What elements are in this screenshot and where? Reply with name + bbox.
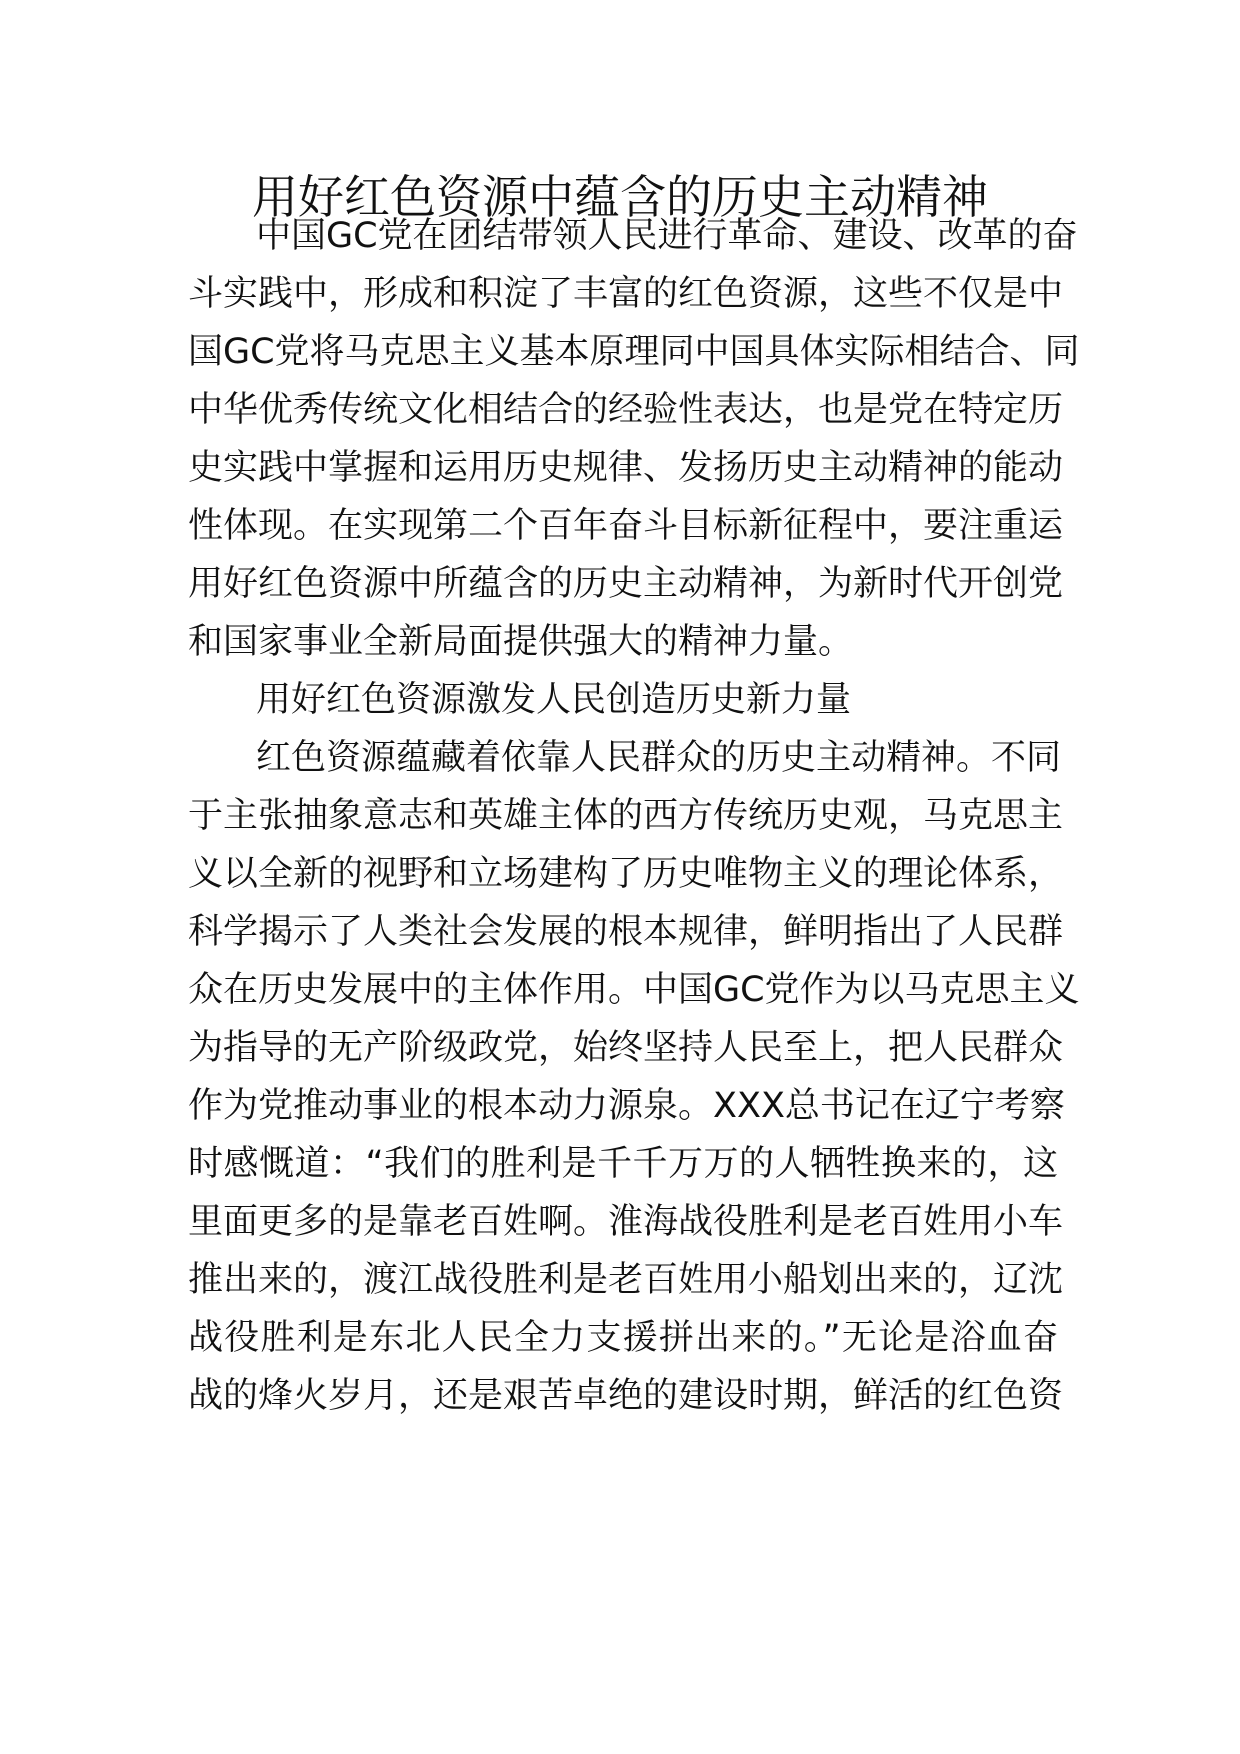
paragraph-2-line-12: 战的烽火岁月，还是艰苦卓绝的建设时期，鲜活的红色资 — [188, 1376, 1064, 1416]
paragraph-2-line-1: 红色资源蕴藏着依靠人民群众的历史主动精神。不同 — [256, 738, 1062, 778]
paragraph-2-line-11: 战役胜利是东北人民全力支援拼出来的。”无论是浴血奋 — [188, 1318, 1058, 1358]
paragraph-1-line-3: 国GC党将马克思主义基本原理同中国具体实际相结合、同 — [188, 332, 1080, 372]
paragraph-1-line-4: 中华优秀传统文化相结合的经验性表达，也是党在特定历 — [188, 390, 1064, 430]
paragraph-1-line-8: 和国家事业全新局面提供强大的精神力量。 — [188, 622, 854, 662]
paragraph-2-line-10: 推出来的，渡江战役胜利是老百姓用小船划出来的，辽沈 — [188, 1260, 1064, 1300]
paragraph-2-line-5: 众在历史发展中的主体作用。中国GC党作为以马克思主义 — [188, 970, 1080, 1010]
paragraph-2-line-7: 作为党推动事业的根本动力源泉。XXX总书记在辽宁考察 — [188, 1086, 1065, 1126]
paragraph-1-line-6: 性体现。在实现第二个百年奋斗目标新征程中，要注重运 — [188, 506, 1064, 546]
paragraph-2-line-9: 里面更多的是靠老百姓啊。淮海战役胜利是老百姓用小车 — [188, 1202, 1064, 1242]
paragraph-2-line-6: 为指导的无产阶级政党，始终坚持人民至上，把人民群众 — [188, 1028, 1064, 1068]
paragraph-2-line-8: 时感慨道：“我们的胜利是千千万万的人牺牲换来的，这 — [188, 1144, 1058, 1184]
paragraph-1-line-1: 中国GC党在团结带领人民进行革命、建设、改革的奋 — [256, 216, 1078, 256]
paragraph-1-line-2: 斗实践中，形成和积淀了丰富的红色资源，这些不仅是中 — [188, 274, 1064, 314]
paragraph-2-line-4: 科学揭示了人类社会发展的根本规律，鲜明指出了人民群 — [188, 912, 1064, 952]
document-title: 用好红色资源中蕴含的历史主动精神 — [252, 170, 988, 224]
paragraph-1-line-5: 史实践中掌握和运用历史规律、发扬历史主动精神的能动 — [188, 448, 1064, 488]
paragraph-2-line-2: 于主张抽象意志和英雄主体的西方传统历史观，马克思主 — [188, 796, 1064, 836]
paragraph-1-line-7: 用好红色资源中所蕴含的历史主动精神，为新时代开创党 — [188, 564, 1064, 604]
section-heading: 用好红色资源激发人民创造历史新力量 — [256, 680, 852, 720]
paragraph-2-line-3: 义以全新的视野和立场建构了历史唯物主义的理论体系， — [188, 854, 1064, 894]
